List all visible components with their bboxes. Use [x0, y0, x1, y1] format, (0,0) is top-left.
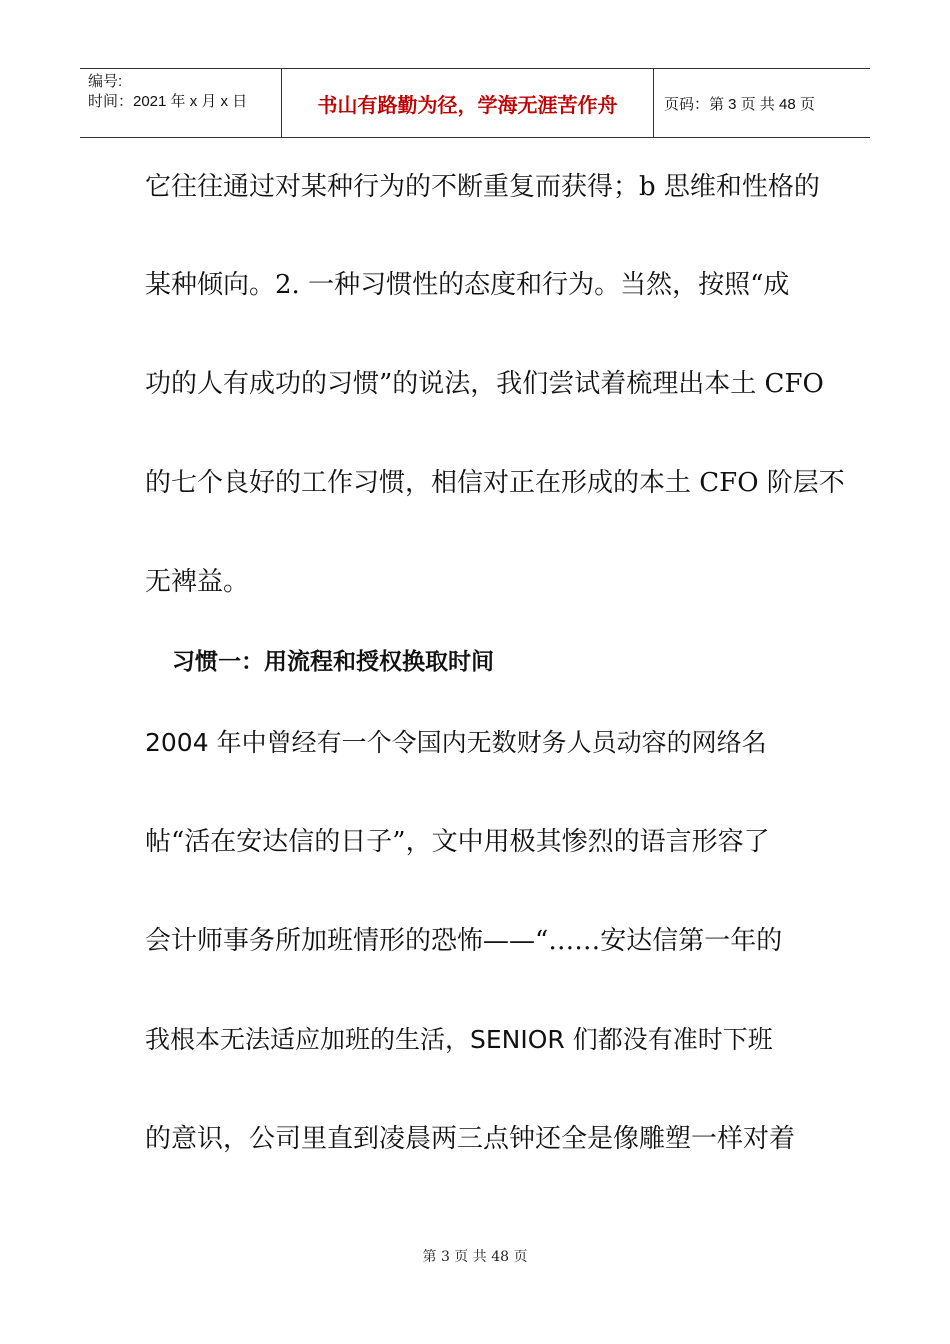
- body-line: 帖“活在安达信的日子”，文中用极其惨烈的语言形容了: [145, 827, 770, 857]
- body-line: 我根本无法适应加班的生活，SENIOR 们都没有准时下班: [145, 1025, 773, 1054]
- header-meta: [80, 69, 282, 137]
- body-line: 的意识，公司里直到凌晨两三点钟还全是像雕塑一样对着: [145, 1124, 796, 1154]
- page-footer: 第 3 页 共 48 页: [422, 1249, 528, 1265]
- body-line: 无裨益。: [145, 567, 250, 597]
- page-header: [80, 68, 870, 138]
- body-line: 它往往通过对某种行为的不断重复而获得；b 思维和性格的: [145, 172, 820, 202]
- body-line: 某种倾向。2. 一种习惯性的态度和行为。当然，按照“成: [145, 270, 790, 300]
- header-time-label: 时间：2021 年 x 月 x 日: [88, 93, 248, 110]
- body-line: 2004 年中曾经有一个令国内无数财务人员动容的网络名: [145, 728, 767, 757]
- header-number-label: 编号:: [88, 73, 123, 90]
- body-line: 的七个良好的工作习惯，相信对正在形成的本土 CFO 阶层不: [145, 468, 845, 498]
- body-line: 会计师事务所加班情形的恐怖——“……安达信第一年的: [145, 926, 783, 956]
- header-page-info: 页码：第 3 页 共 48 页: [664, 95, 815, 113]
- body-line: 功的人有成功的习惯”的说法，我们尝试着梳理出本土 CFO: [145, 369, 824, 399]
- header-motto: 书山有路勤为径，学海无涯苦作舟: [282, 69, 654, 137]
- section-heading: 习惯一：用流程和授权换取时间: [172, 649, 494, 675]
